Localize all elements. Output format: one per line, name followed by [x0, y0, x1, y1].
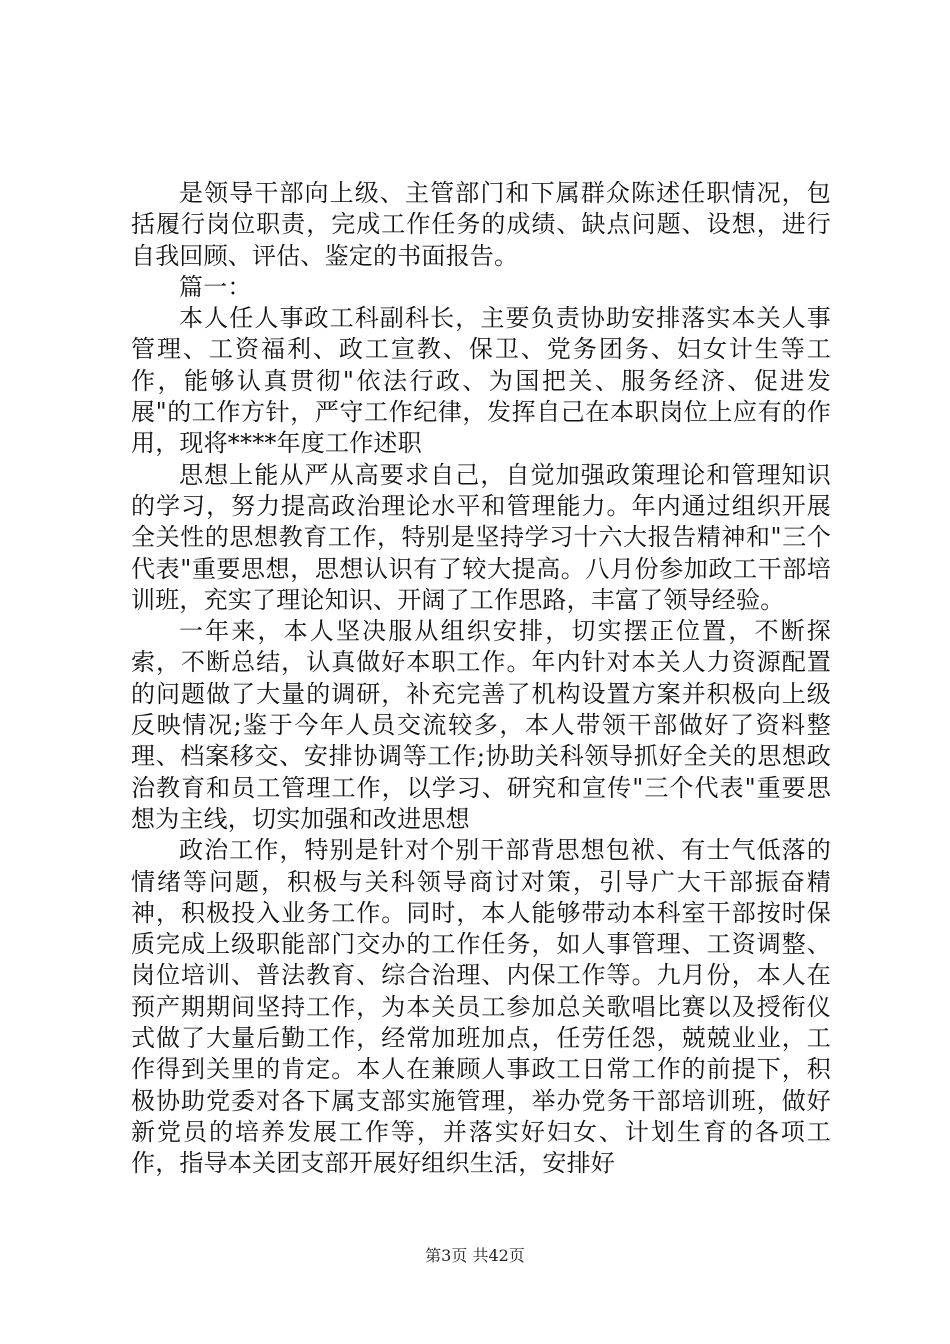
intro-paragraph: 是领导干部向上级、主管部门和下属群众陈述任职情况，包括履行岗位职责，完成工作任务的成绩、缺点问题、设想，进行自我回顾、评估、鉴定的书面报告。 [131, 179, 831, 270]
page-number-footer: 第3页 共42页 [425, 1246, 525, 1265]
body-paragraph: 思想上能从严从高要求自己，自觉加强政策理论和管理知识的学习，努力提高政治理论水平和管理能力。年内通过组织开展全关性的思想教育工作，特别是坚持学习十六大报告精神和"三个代表"重要思想，思想认识有了较大提高。八月份参加政工干部培训班，充实了理论知识、开阔了工作思路，丰富了领导经验。 [131, 460, 831, 614]
body-paragraph: 政治工作，特别是针对个别干部背思想包袱、有士气低落的情绪等问题，积极与关科领导商讨对策，引导广大干部振奋精神，积极投入业务工作。同时，本人能够带动本科室干部按时保质完成上级职能部门交办的工作任务，如人事管理、工资调整、岗位培训、普法教育、综合治理、内保工作等。九月份，本人在预产期期间坚持工作，为本关员工参加总关歌唱比赛以及授衔仪式做了大量后勤工作，经常加班加点，任劳任怨，兢兢业业，工作得到关里的肯定。本人在兼顾人事政工日常工作的前提下，积极协助党委对各下属支部实施管理，举办党务干部培训班，做好新党员的培养发展工作等，并落实好妇女、计划生育的各项工作，指导本关团支部开展好组织生活，安排好 [131, 836, 831, 1178]
body-paragraph: 一年来，本人坚决服从组织安排，切实摆正位置，不断探索，不断总结，认真做好本职工作。年内针对本关人力资源配置的问题做了大量的调研，补充完善了机构设置方案并积极向上级反映情况;鉴于今年人员交流较多，本人带领干部做好了资料整理、档案移交、安排协调等工作;协助关科领导抓好全关的思想政治教育和员工管理工作，以学习、研究和宣传"三个代表"重要思想为主线，切实加强和改进思想 [131, 617, 831, 833]
section-heading: 篇一： [179, 272, 252, 301]
body-paragraph: 本人任人事政工科副科长，主要负责协助安排落实本关人事管理、工资福利、政工宣教、保卫、党务团务、妇女计生等工作，能够认真贯彻"依法行政、为国把关、服务经济、促进发展"的工作方针，严守工作纪律，发挥自己在本职岗位上应有的作用，现将****年度工作述职 [131, 304, 831, 458]
document-body [131, 178, 831, 1180]
